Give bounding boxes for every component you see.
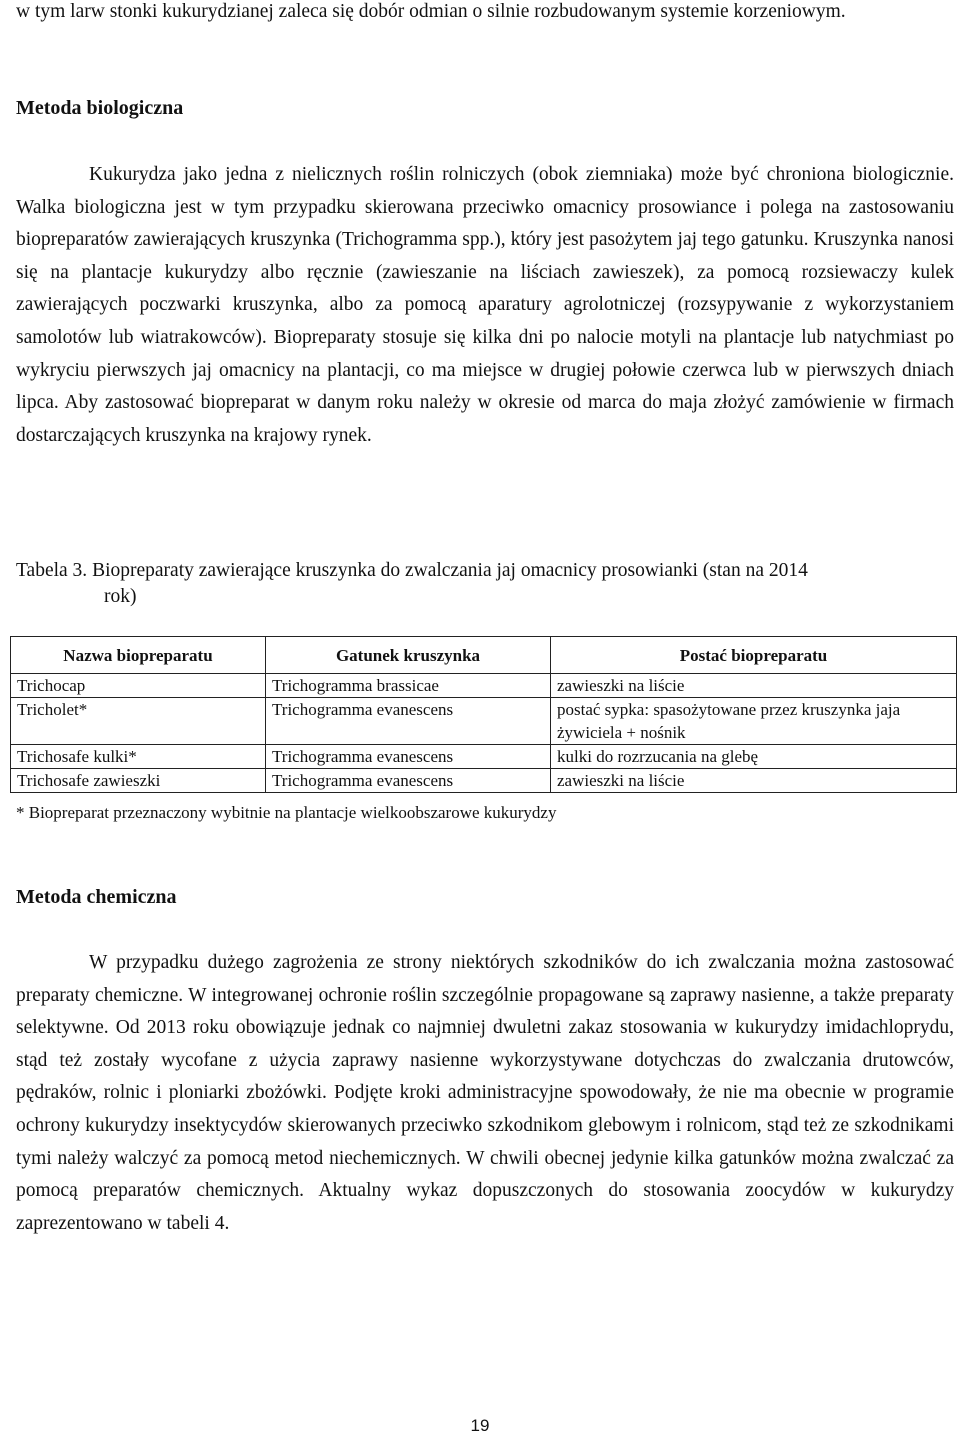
cell-name: Trichosafe zawieszki — [11, 769, 266, 793]
cell-species: Trichogramma evanescens — [266, 769, 551, 793]
header-form: Postać biopreparatu — [551, 637, 957, 674]
table-caption-label: Tabela 3. — [16, 560, 88, 581]
cell-name: Trichosafe kulki* — [11, 745, 266, 769]
header-species: Gatunek kruszynka — [266, 637, 551, 674]
biological-method-paragraph: Kukurydza jako jedna z nielicznych roślin rolniczych (obok ziemniaka) może być chroniona biologicznie. Walka biologiczna jest w tym przypadku skierowana przeciwko omacnicy prosowiance i polega na zastosowaniu biopreparatów zawierających kruszynka (Trichogramma spp.), który jest pasożytem jaj tego gatunku. Kruszynka nanosi się na plantacje kukurydzy albo ręcznie (zawieszanie na liściach zawieszek), za pomocą rozsiewaczy kulek zawierających poczwarki kruszynka, albo za pomocą aparatury agrolotniczej (rozsypywanie z wykorzystaniem samolotów lub wiatrakowców). Biopreparaty stosuje się kilka dni po nalocie motyli na plantacje lub natychmiast po wykryciu pierwszych jaj omacnicy na plantacji, co ma miejsce w drugiej połowie czerwca lub w pierwszych dniach lipca. Aby zastosować biopreparat w danym roku należy w okresie od marca do maja złożyć zamówienie w firmach dostarczających kruszynka na krajowy rynek. — [16, 164, 954, 446]
cell-species: Trichogramma evanescens — [266, 745, 551, 769]
cell-species: Trichogramma brassicae — [266, 674, 551, 698]
table-row — [11, 698, 957, 745]
table-caption-continuation: rok) — [104, 586, 137, 607]
header-preparation-name: Nazwa biopreparatu — [11, 637, 266, 674]
cell-form: kulki do rozrzucania na glebę — [551, 745, 957, 769]
table-row — [11, 745, 957, 769]
section-heading-biological: Metoda biologiczna — [16, 97, 184, 119]
table-footnote: * Biopreparat przeznaczony wybitnie na plantacje wielkoobszarowe kukurydzy — [16, 803, 557, 822]
table-caption-text: Biopreparaty zawierające kruszynka do zwalczania jaj omacnicy prosowianki (stan na 2014 — [92, 560, 808, 581]
cell-species: Trichogramma evanescens — [266, 698, 551, 745]
page-number: 19 — [470, 1416, 490, 1435]
cell-form: zawieszki na liście — [551, 674, 957, 698]
cell-form: zawieszki na liście — [551, 769, 957, 793]
cell-name: Tricholet* — [11, 698, 266, 745]
table-header-row — [11, 637, 957, 674]
biopreparations-table — [10, 636, 957, 793]
table-row — [11, 674, 957, 698]
section-heading-chemical: Metoda chemiczna — [16, 886, 177, 908]
table-row — [11, 769, 957, 793]
cell-name: Trichocap — [11, 674, 266, 698]
intro-paragraph: w tym larw stonki kukurydzianej zaleca się dobór odmian o silnie rozbudowanym systemie korzeniowym. — [16, 1, 846, 22]
chemical-method-paragraph: W przypadku dużego zagrożenia ze strony niektórych szkodników do ich zwalczania można zastosować preparaty chemiczne. W integrowanej ochronie roślin szczególnie propagowane są zaprawy nasienne, a także preparaty selektywne. Od 2013 roku obowiązuje jednak co najmniej dwuletni zakaz stosowania w kukurydzy imidachloprydu, stąd też zostały wycofane z użycia zaprawy nasienne wykorzystywane dotychczas do zwalczania drutowców, pędraków, rolnic i ploniarki zbożówki. Podjęte kroki administracyjne spowodowały, że nie ma obecnie w programie ochrony kukurydzy insektycydów skierowanych przeciwko szkodnikom glebowym i rolnicom, stąd też ze szkodnikami tymi należy walczyć za pomocą metod niechemicznych. W chwili obecnej jedynie kilka gatunków można zwalczać za pomocą preparatów chemicznych. Aktualny wykaz dopuszczonych do stosowania zoocydów w kukurydzy zaprezentowano w tabeli 4. — [16, 952, 954, 1234]
cell-form: postać sypka: spasożytowane przez kruszynka jaja żywiciela + nośnik — [551, 698, 957, 745]
table-caption — [16, 558, 956, 610]
